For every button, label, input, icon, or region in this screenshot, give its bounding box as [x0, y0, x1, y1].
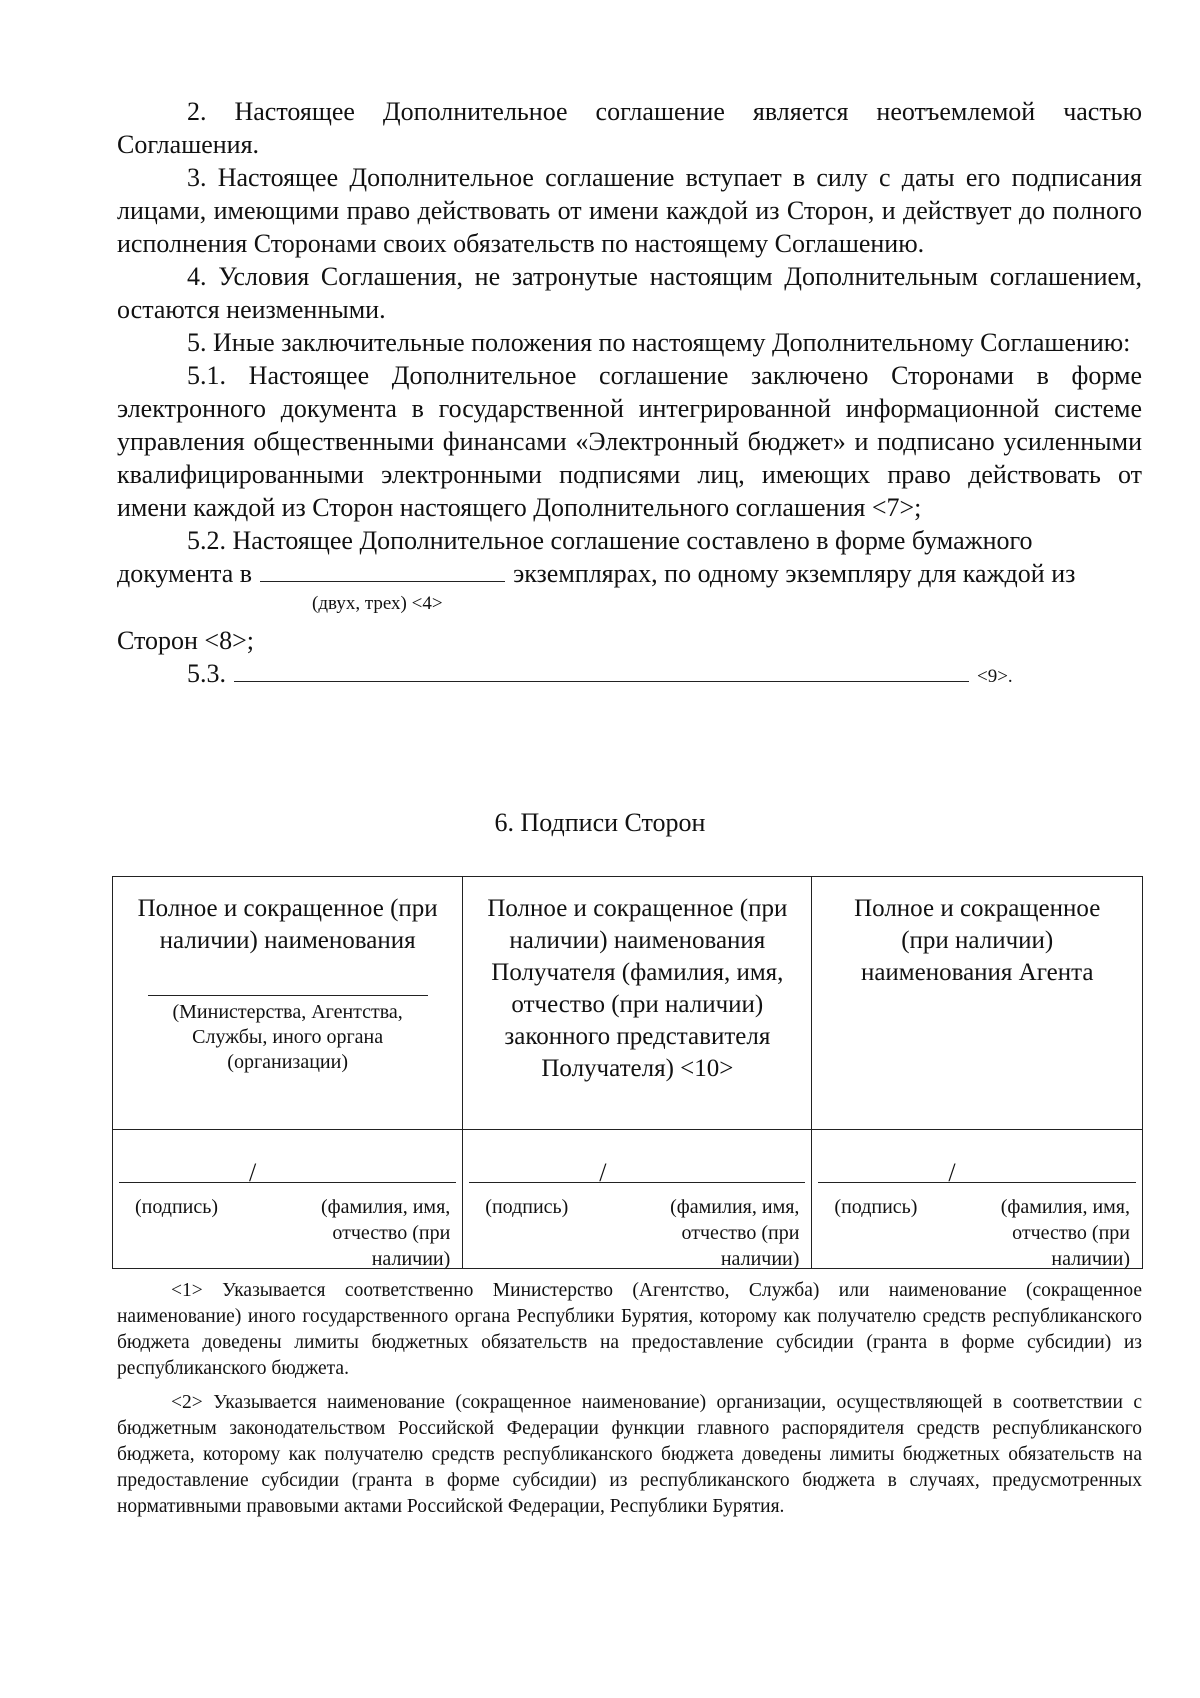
clause-5-3-blank: [234, 657, 969, 682]
clause-3: 3. Настоящее Дополнительное соглашение вступает в силу с даты его подписания лицами, имеющими право действовать от имени каждой из Сторон, и действует до полного исполнения Сторонами своих обязательств по настоящему Соглашению.: [117, 163, 1142, 258]
footnotes: [117, 1278, 1142, 1520]
clause-5-2-line1: 5.2. Настоящее Дополнительное соглашение составлено в форме бумажного: [187, 526, 1033, 555]
party-1-header: [113, 877, 463, 1130]
agreement-body: [117, 95, 1142, 690]
signature-table: [112, 876, 1143, 1269]
clause-5-3-label: 5.3.: [187, 659, 226, 688]
clause-5: 5. Иные заключительные положения по настоящему Дополнительному Соглашению:: [187, 328, 1131, 357]
clause-5-3: [117, 657, 1142, 690]
clause-5-2-text-a: документа в: [117, 559, 253, 588]
copies-count-hint: (двух, трех) <4>: [312, 593, 443, 614]
party-2-header: [463, 877, 812, 1130]
footnote-2: <2> Указывается наименование (сокращенное наименование) организации, осуществляющей в соответствии с бюджетным законодательством Российской Федерации функции главного распорядителя средств республиканского бюджета, которому как получателю средств республиканского бюджета доведены лимиты бюджетных обязательств на предоставление субсидии (гранта в форме субсидии) из республиканского бюджета в случаях, предусмотренных нормативными правовыми актами Российской Федерации, Республики Бурятия.: [117, 1392, 1142, 1517]
party-2-sign-label: (подпись): [485, 1196, 569, 1218]
clause-5-1: 5.1. Настоящее Дополнительное соглашение заключено Сторонами в форме электронного документа в государственной интегрированной информационной системе управления общественными финансами «Электронный бюджет» и подписано усиленными квалифицированными электронными подписями лиц, имеющих право действовать от имени каждой из Сторон настоящего Дополнительного соглашения <7>;: [117, 361, 1142, 522]
clause-5-2-line2: [117, 557, 1142, 590]
clause-5-2-text-b: экземплярах, по одному экземпляру для каждой из: [513, 559, 1076, 588]
party-3-slash: /: [948, 1158, 956, 1187]
clause-4: 4. Условия Соглашения, не затронутые настоящим Дополнительным соглашением, остаются неизменными.: [117, 262, 1142, 324]
party-2-signature: [463, 1130, 812, 1269]
party-1-name-label: (фамилия, имя, отчество (при наличии): [320, 1196, 451, 1270]
party-1-name-blank: [148, 971, 428, 996]
party-2-title: Полное и сокращенное (при наличии) наименования Получателя (фамилия, имя, отчество (при наличии) законного представителя Получателя) <10>: [487, 895, 788, 1082]
party-3-name-label: (фамилия, имя, отчество (при наличии): [1000, 1196, 1130, 1270]
party-1-sign-label: (подпись): [135, 1196, 219, 1218]
party-3-header: [812, 877, 1143, 1130]
party-2-name-label: (фамилия, имя, отчество (при наличии): [670, 1196, 800, 1270]
clause-5-3-note: <9>.: [977, 666, 1013, 687]
party-3-signature: [812, 1130, 1143, 1269]
party-3-title: Полное и сокращенное (при наличии) наименования Агента: [854, 895, 1101, 986]
party-1-hint: (Министерства, Агентства, Службы, иного органа (организации): [172, 1001, 403, 1073]
party-1-signature-line: [119, 1158, 456, 1187]
party-2-slash: /: [599, 1158, 607, 1187]
section-title: 6. Подписи Сторон: [494, 808, 706, 837]
party-3-signature-line: [818, 1158, 1136, 1187]
clause-2: 2. Настоящее Дополнительное соглашение является неотъемлемой частью Соглашения.: [117, 97, 1142, 159]
copies-count-blank: [260, 557, 505, 582]
party-2-signature-line: [469, 1158, 805, 1187]
clause-5-2-line3: Сторон <8>;: [117, 626, 254, 655]
party-1-signature: [113, 1130, 463, 1269]
party-1-title: Полное и сокращенное (при наличии) наименования: [137, 895, 438, 954]
footnote-1: <1> Указывается соответственно Министерство (Агентство, Служба) или наименование (сокращенное наименование) иного государственного органа Республики Бурятия, которому как получателю средств республиканского бюджета доведены лимиты бюджетных обязательств на предоставление субсидии (гранта в форме субсидии) из республиканского бюджета.: [117, 1280, 1142, 1379]
party-1-slash: /: [249, 1158, 257, 1187]
party-3-sign-label: (подпись): [834, 1196, 918, 1218]
